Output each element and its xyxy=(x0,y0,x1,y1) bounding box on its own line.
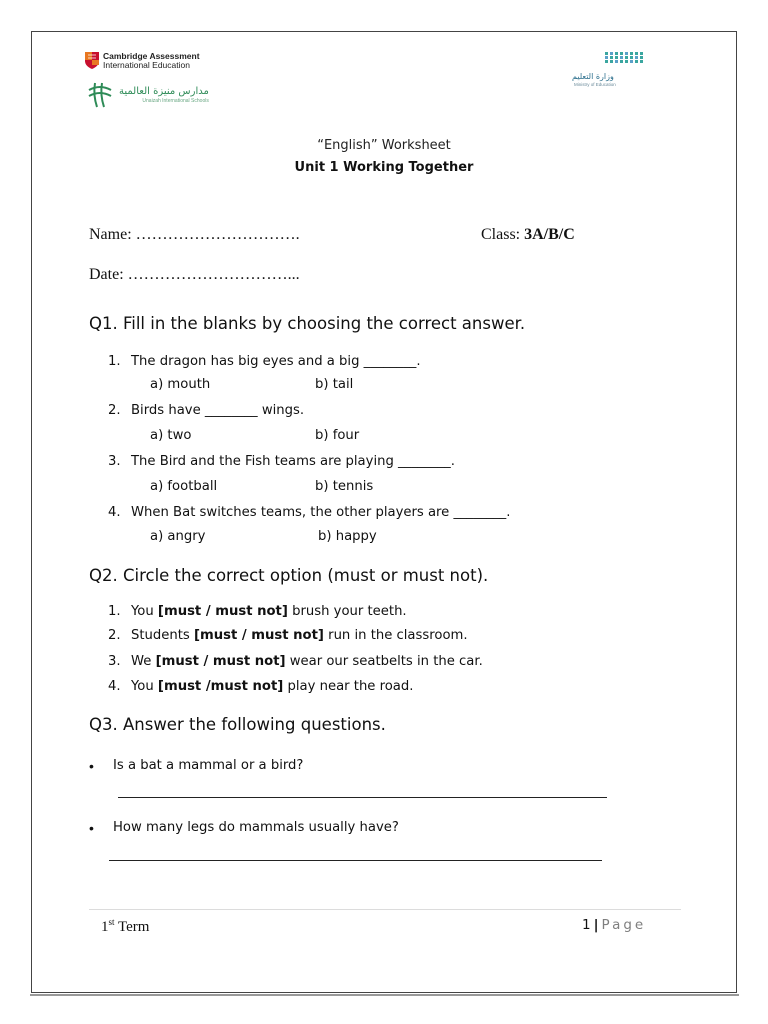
q2-item-3-number: 3. xyxy=(108,654,121,669)
q2-item-3-sentence xyxy=(131,654,483,669)
q3-answer-line-2[interactable] xyxy=(109,860,602,861)
must-choice[interactable]: [must / must not] xyxy=(155,654,286,669)
sentence-end: play near the road. xyxy=(283,679,414,694)
must-choice[interactable]: [must / must not] xyxy=(157,604,288,619)
sentence-start: Students xyxy=(131,628,194,643)
q3-heading: Q3. Answer the following questions. xyxy=(89,715,386,734)
q3-question-2: How many legs do mammals usually have? xyxy=(113,820,399,835)
cambridge-line2: International Education xyxy=(103,60,190,70)
q1-item-4-option-b[interactable]: b) happy xyxy=(318,529,377,544)
q1-item-1-option-a[interactable]: a) mouth xyxy=(150,377,211,392)
q1-item-4-stem: When Bat switches teams, the other players are ________. xyxy=(131,505,511,520)
cambridge-shield-icon xyxy=(85,52,99,69)
q2-item-2-number: 2. xyxy=(108,628,121,643)
q1-item-4-number: 4. xyxy=(108,505,121,520)
q2-item-1-number: 1. xyxy=(108,604,121,619)
page-number: 1 xyxy=(582,917,591,933)
school-name-english: Unaizah International Schools xyxy=(142,98,209,104)
term-number: 1 xyxy=(101,919,109,935)
sentence-start: We xyxy=(131,654,156,669)
q2-item-1-sentence xyxy=(131,604,407,619)
q3-question-1: Is a bat a mammal or a bird? xyxy=(113,758,304,773)
must-choice[interactable]: [must /must not] xyxy=(157,679,284,694)
term-word: Term xyxy=(114,919,150,935)
ministry-dots-icon xyxy=(605,52,644,63)
unit-title: Unit 1 Working Together xyxy=(294,160,474,175)
worksheet-title: “English” Worksheet xyxy=(317,138,451,153)
q1-item-3-stem: The Bird and the Fish teams are playing ________. xyxy=(131,454,455,469)
page-word: Page xyxy=(601,917,647,933)
q1-item-2-option-a[interactable]: a) two xyxy=(150,428,192,443)
q1-item-3-number: 3. xyxy=(108,454,121,469)
q1-heading: Q1. Fill in the blanks by choosing the correct answer. xyxy=(89,314,526,333)
cambridge-logo xyxy=(85,52,200,70)
q2-item-2-sentence xyxy=(131,628,468,643)
sentence-end: run in the classroom. xyxy=(323,628,468,643)
school-logo xyxy=(85,80,209,110)
footer-divider xyxy=(89,909,681,910)
q1-item-2-number: 2. xyxy=(108,403,121,418)
page-separator: | xyxy=(593,917,599,933)
class-label: Class: xyxy=(481,226,525,243)
q1-item-1-number: 1. xyxy=(108,354,121,369)
name-field: Name: …………………………. xyxy=(89,226,300,243)
term-suffix: st xyxy=(108,917,115,927)
q2-item-4-sentence xyxy=(131,679,413,694)
q1-item-2-stem: Birds have ________ wings. xyxy=(131,403,305,418)
class-field xyxy=(481,226,575,244)
q1-item-4-option-a[interactable]: a) angry xyxy=(150,529,206,544)
q3-answer-line-1[interactable] xyxy=(118,797,607,798)
cambridge-line1: Cambridge Assessment xyxy=(103,51,200,61)
ministry-name-arabic: وزارة التعليم xyxy=(572,72,614,81)
class-value: 3A/B/C xyxy=(524,226,575,243)
q1-item-1-stem: The dragon has big eyes and a big ________. xyxy=(131,354,421,369)
sentence-end: brush your teeth. xyxy=(287,604,407,619)
bullet-icon: • xyxy=(89,758,94,774)
q1-item-1-option-b[interactable]: b) tail xyxy=(315,377,354,392)
q1-item-3-option-b[interactable]: b) tennis xyxy=(315,479,374,494)
footer-page-number xyxy=(582,917,646,933)
ministry-name-english: Ministry of Education xyxy=(574,82,616,87)
q1-item-3-option-a[interactable]: a) football xyxy=(150,479,218,494)
q2-heading: Q2. Circle the correct option (must or must not). xyxy=(89,566,489,585)
q1-item-2-option-b[interactable]: b) four xyxy=(315,428,360,443)
must-choice[interactable]: [must / must not] xyxy=(193,628,324,643)
school-name-arabic: مدارس منيزة العالمية xyxy=(119,86,209,97)
footer-term xyxy=(101,917,149,936)
school-emblem-icon xyxy=(85,80,115,110)
sentence-end: wear our seatbelts in the car. xyxy=(285,654,483,669)
date-field: Date: …………………………... xyxy=(89,266,300,283)
sentence-start: You xyxy=(131,679,158,694)
ministry-logo xyxy=(572,52,652,92)
bullet-icon: • xyxy=(89,820,94,836)
q2-item-4-number: 4. xyxy=(108,679,121,694)
sentence-start: You xyxy=(131,604,158,619)
